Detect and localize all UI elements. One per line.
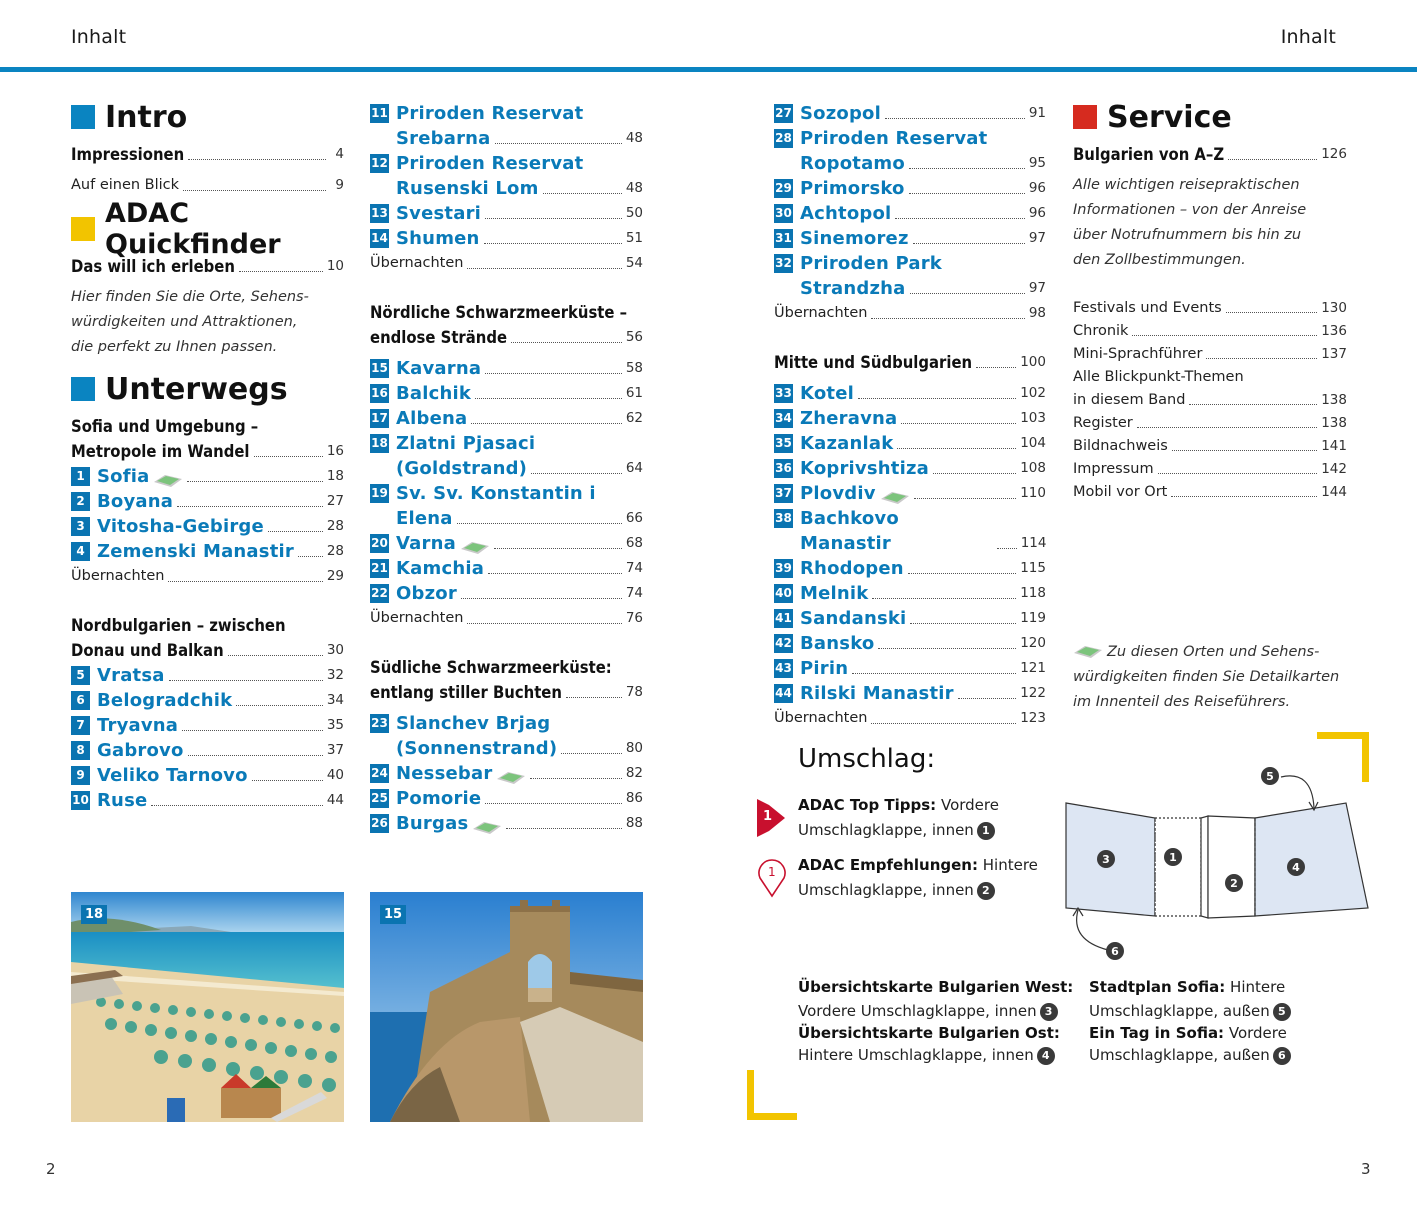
section-quickfinder: ADAC Quickfinder: [71, 208, 344, 250]
toc-entry[interactable]: 44 Rilski Manastir 122: [775, 683, 1046, 704]
photo-fortress: [370, 892, 643, 1122]
toc-entry[interactable]: 8 Gabrovo 37: [71, 738, 344, 763]
toc-entry[interactable]: 25 Pomorie 86: [371, 788, 643, 809]
region-heading[interactable]: Sofia und Umgebung – Metropole im Wandel 16: [71, 417, 344, 461]
detail-map-icon: [496, 770, 526, 786]
page-number-left: 2: [46, 1160, 56, 1178]
running-header-right: Inhalt: [1280, 26, 1336, 48]
toc-entry[interactable]: 27 Sozopol 91: [775, 103, 1046, 124]
toc-column-3: [774, 101, 1046, 731]
sofia-legend: Stadtplan Sofia: Hintere Umschlagklappe, außen 5 Ein Tag in Sofia: Vordere Umschlagklappe, außen 6: [1089, 975, 1349, 1066]
toc-column-4: [1073, 96, 1347, 504]
toc-row[interactable]: Register 138: [1073, 415, 1347, 431]
toc-entry[interactable]: 14 Shumen 51: [371, 228, 643, 249]
diagram-label: 5: [1261, 767, 1279, 785]
region-heading[interactable]: Mitte und Südbulgarien 100: [774, 353, 1046, 372]
toc-entry[interactable]: 30 Achtopol 96: [775, 203, 1046, 224]
toc-entry[interactable]: 13 Svestari 50: [371, 203, 643, 224]
diagram-label: 4: [1287, 858, 1305, 876]
diagram-label: 2: [1225, 874, 1243, 892]
toc-row[interactable]: Das will ich erleben 10: [71, 257, 344, 276]
cover-fold-diagram: [1060, 760, 1380, 965]
empfehlungen-marker-icon: 1: [756, 856, 788, 902]
toc-row[interactable]: in diesem Band 138: [1073, 392, 1347, 408]
toc-entry[interactable]: 35 Kazanlak 104: [775, 433, 1046, 454]
toc-row[interactable]: Übernachten 54: [370, 255, 643, 271]
section-unterwegs: Unterwegs: [71, 368, 344, 410]
toc-entry[interactable]: 19 Sv. Sv. Konstantin i Elena 66: [371, 483, 643, 529]
toc-row[interactable]: Mini-Sprachführer 137: [1073, 346, 1347, 362]
section-intro: Intro: [71, 96, 344, 138]
toc-entry[interactable]: 17 Albena 62: [371, 408, 643, 429]
toc-entry[interactable]: 1 Sofia 18: [71, 464, 344, 489]
toc-row[interactable]: Chronik 136: [1073, 323, 1347, 339]
toc-entry[interactable]: 6 Belogradchik 34: [71, 688, 344, 713]
diagram-label: 6: [1106, 942, 1124, 960]
toc-entry[interactable]: 12 Priroden Reservat Rusenski Lom 48: [371, 153, 643, 199]
toc-entry[interactable]: 18 Zlatni Pjasaci (Goldstrand) 64: [371, 433, 643, 479]
toc-entry[interactable]: 40 Melnik 118: [775, 583, 1046, 604]
toc-row[interactable]: Übernachten 123: [774, 710, 1046, 726]
detail-map-icon: [153, 473, 183, 489]
diagram-label: 1: [1164, 848, 1182, 866]
toc-row[interactable]: Übernachten 98: [774, 305, 1046, 321]
top-tipps-legend: ADAC Top Tipps: Vordere Umschlagklappe, innen 1: [798, 796, 999, 839]
toc-row[interactable]: Impressionen 4: [71, 145, 344, 164]
photo-beach: [71, 892, 344, 1122]
running-header-left: Inhalt: [71, 26, 127, 48]
toc-entry[interactable]: 9 Veliko Tarnovo 40: [71, 763, 344, 788]
empfehlungen-legend: ADAC Empfehlungen: Hintere Umschlagklappe, innen 2: [798, 856, 1038, 899]
toc-row[interactable]: Mobil vor Ort 144: [1073, 484, 1347, 500]
toc-entry[interactable]: 22 Obzor 74: [371, 583, 643, 604]
toc-entry[interactable]: 11 Priroden Reservat Srebarna 48: [371, 103, 643, 149]
toc-column-1: [71, 96, 344, 813]
unterwegs-square-icon: [71, 377, 95, 401]
detail-map-icon: [460, 540, 490, 556]
toc-row[interactable]: Auf einen Blick 9: [71, 177, 344, 193]
toc-entry[interactable]: 21 Kamchia 74: [371, 558, 643, 579]
toc-entry[interactable]: 32 Priroden Park Strandzha 97: [775, 253, 1046, 299]
service-square-icon: [1073, 105, 1097, 129]
map-note: Zu diesen Orten und Sehens- würdigkeiten finden Sie Detailkarten im Innenteil des Reiseführers.: [1073, 644, 1340, 710]
region-heading[interactable]: Südliche Schwarzmeerküste: entlang stiller Buchten 78: [370, 658, 643, 702]
photo-badge: 18: [81, 905, 107, 924]
toc-entry[interactable]: 26 Burgas 88: [371, 813, 643, 834]
toc-entry[interactable]: 36 Koprivshtiza 108: [775, 458, 1046, 479]
toc-entry[interactable]: 34 Zheravna 103: [775, 408, 1046, 429]
toc-entry[interactable]: 29 Primorsko 96: [775, 178, 1046, 199]
toc-entry[interactable]: 2 Boyana 27: [71, 489, 344, 514]
toc-entry[interactable]: 15 Kavarna 58: [371, 358, 643, 379]
region-heading[interactable]: Nordbulgarien – zwischen Donau und Balkan 30: [71, 616, 344, 660]
toc-entry[interactable]: 39 Rhodopen 115: [775, 558, 1046, 579]
detail-map-icon: [1073, 644, 1103, 660]
toc-row[interactable]: Impressum 142: [1073, 461, 1347, 477]
detail-map-icon: [472, 820, 502, 836]
header-rule: [0, 67, 1417, 72]
detail-map-icon: [880, 490, 910, 506]
toc-row-line1: Alle Blickpunkt-Themen: [1073, 369, 1244, 385]
toc-entry[interactable]: 24 Nessebar 82: [371, 763, 643, 784]
page-number-right: 3: [1361, 1160, 1371, 1178]
quickfinder-square-icon: [71, 217, 95, 241]
service-list: [1073, 297, 1347, 504]
toc-entry[interactable]: 23 Slanchev Brjag (Sonnenstrand) 80: [371, 713, 643, 759]
toc-row[interactable]: Übernachten 29: [71, 568, 344, 584]
quickfinder-description: Hier finden Sie die Orte, Sehens- würdigkeiten und Attraktionen, die perfekt zu Ihnen passen.: [71, 289, 309, 355]
toc-entry[interactable]: 31 Sinemorez 97: [775, 228, 1046, 249]
toc-entry[interactable]: 41 Sandanski 119: [775, 608, 1046, 629]
toc-entry[interactable]: 5 Vratsa 32: [71, 663, 344, 688]
region-heading[interactable]: Nördliche Schwarzmeerküste – endlose Strände 56: [370, 303, 643, 347]
top-tipps-marker-icon: 1: [755, 797, 789, 843]
toc-entry[interactable]: 28 Priroden Reservat Ropotamo 95: [775, 128, 1046, 174]
section-service: Service: [1073, 96, 1347, 138]
toc-row[interactable]: Festivals und Events 130: [1073, 300, 1347, 316]
yellow-corner-bracket-bottom: [747, 1070, 797, 1120]
toc-entry[interactable]: 10 Ruse 44: [72, 790, 344, 811]
toc-entry[interactable]: 42 Bansko 120: [775, 633, 1046, 654]
toc-entry[interactable]: 16 Balchik 61: [371, 383, 643, 404]
umschlag-title: Umschlag:: [798, 744, 936, 774]
toc-entry[interactable]: 38 Bachkovo Manastir 114: [775, 508, 1047, 554]
overview-maps-legend: Übersichtskarte Bulgarien West: Vordere Umschlagklappe, innen 3 Übersichtskarte Bulgarien Ost: Hintere Umschlagklappe, innen 4: [798, 978, 1074, 1064]
intro-square-icon: [71, 105, 95, 129]
toc-entry[interactable]: 3 Vitosha-Gebirge 28: [71, 514, 344, 539]
toc-row[interactable]: Bulgarien von A–Z 126: [1073, 145, 1347, 164]
toc-row[interactable]: Bildnachweis 141: [1073, 438, 1347, 454]
photo-badge: 15: [380, 905, 406, 924]
toc-row[interactable]: Übernachten 76: [370, 610, 643, 626]
service-description: Alle wichtigen reisepraktischen Informationen – von der Anreise über Notrufnummern bis hin zu den Zollbestimmungen.: [1073, 177, 1307, 268]
toc-entry[interactable]: 7 Tryavna 35: [71, 713, 344, 738]
toc-column-2: [370, 101, 643, 836]
toc-entry[interactable]: 37 Plovdiv 110: [775, 483, 1046, 504]
toc-entry[interactable]: 4 Zemenski Manastir 28: [71, 539, 344, 564]
diagram-label: 3: [1097, 850, 1115, 868]
toc-entry[interactable]: 43 Pirin 121: [775, 658, 1046, 679]
toc-entry[interactable]: 33 Kotel 102: [775, 383, 1046, 404]
toc-entry[interactable]: 20 Varna 68: [371, 533, 643, 554]
